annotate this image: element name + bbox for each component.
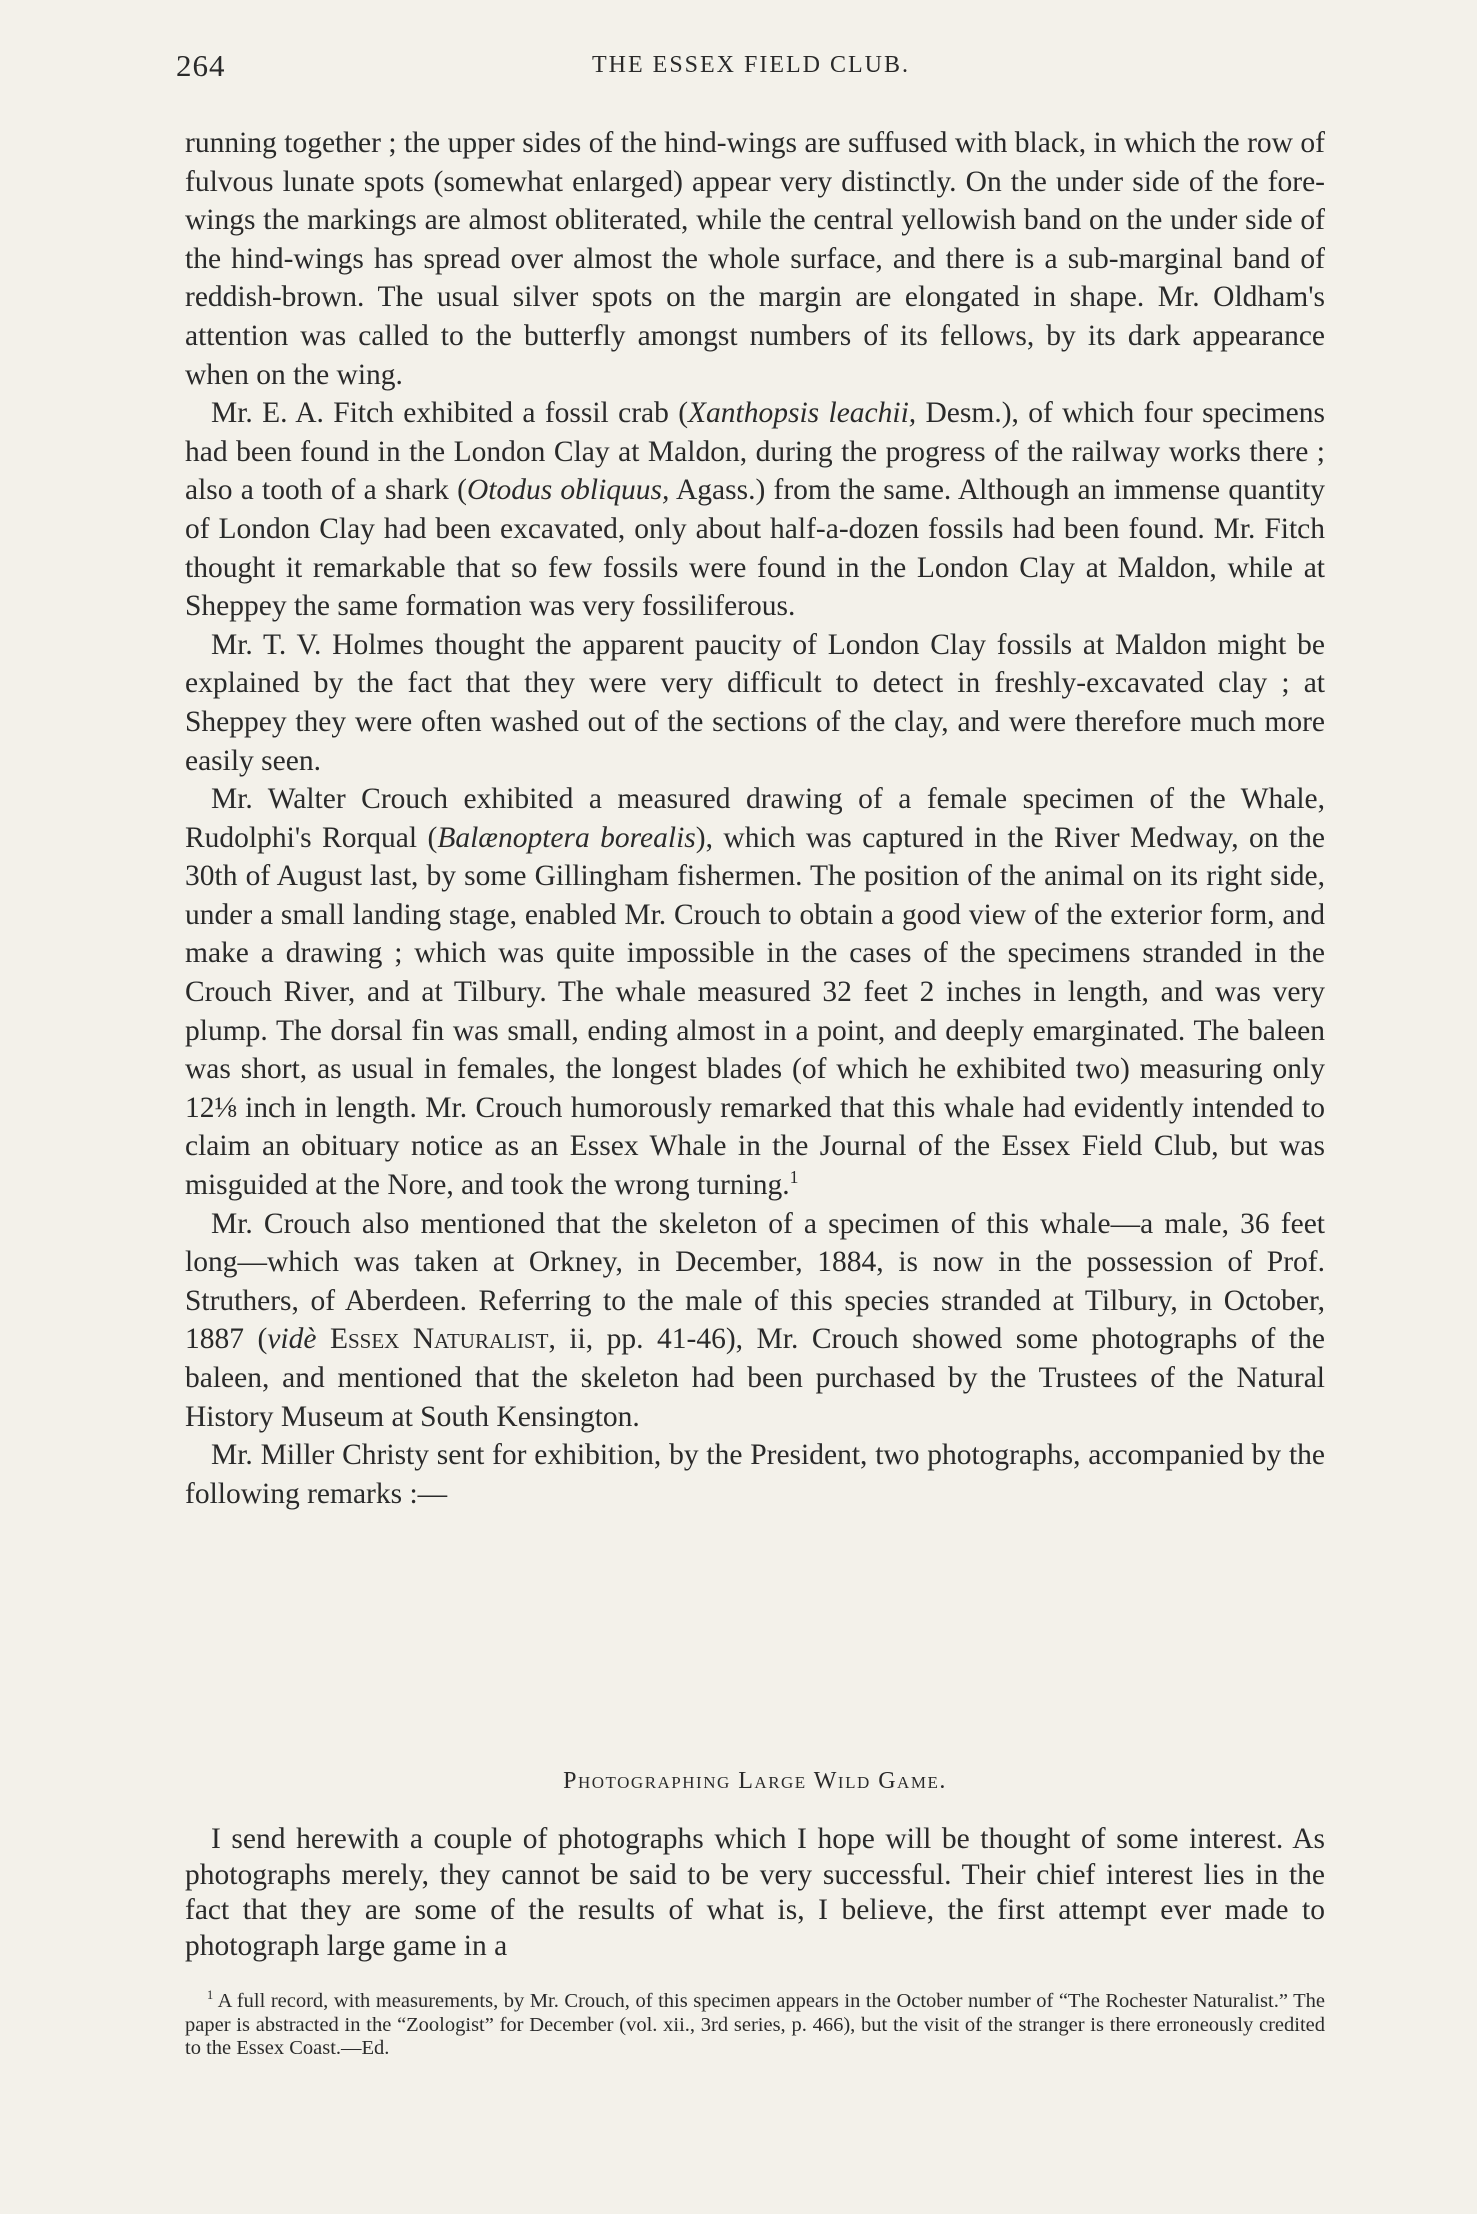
text-run: Mr. Walter Crouch exhibited a measured drawing of a female specimen of the Whale, Rudolphi's Rorqual ( xyxy=(185,783,1325,854)
footnote-text xyxy=(185,1990,1325,2061)
running-head: THE ESSEX FIELD CLUB. xyxy=(592,52,910,78)
text-run: ), which was captured in the River Medway, on the 30th of August last, by some Gillingham fishermen. The position of the animal on its right side, under a small landing stage, enabled Mr. Crouch to obtain a good view of the exterior form, and make a drawing ; which was quite impossible in the cases of the specimens stranded in the Crouch River, and at Tilbury. The whale measured 32 feet 2 inches in length, and was very plump. The dorsal fin was small, ending almost in a point, and deeply emarginated. The baleen was short, as usual in females, the longest blades (of which he exhibited two) measuring only 12⅛ inch in length. Mr. Crouch humorously remarked that this whale had evidently intended to claim an obituary notice as an Essex Whale in the Journal of the Essex Field Club, but was misguided at the Nore, and took the wrong turning. xyxy=(185,821,1326,1202)
footnote xyxy=(185,1990,1325,2061)
section-text xyxy=(185,1822,1325,1964)
journal-name: Essex Naturalist, xyxy=(316,1323,556,1356)
paragraph-photographs: I send herewith a couple of photographs which I hope will be thought of some interest. As photographs merely, they cannot be said to be very successful. Their chief interest lies in the fact that they are some of the results of what is, I believe, the first attempt ever made to photograph large game in a xyxy=(185,1823,1325,1962)
text-run: ii, pp. 41-46), Mr. Crouch showed some photographs of the baleen, and mentioned that the skeleton had been purchased by the Trustees of the Natural History Museum at South Kensington. xyxy=(185,1323,1325,1433)
footnote-marker: 1 xyxy=(789,1167,799,1188)
species-name: Balænoptera borealis xyxy=(437,821,696,854)
species-name: Xanthopsis leachii, xyxy=(688,397,917,430)
paragraph-fossil-crab xyxy=(185,394,1325,626)
paragraph-whale xyxy=(185,780,1325,1205)
footnote-number: 1 xyxy=(207,1988,214,2003)
latin-term: vidè xyxy=(267,1323,317,1356)
paragraph-holmes: Mr. T. V. Holmes thought the apparent paucity of London Clay fossils at Maldon might be explained by the fact that they were very difficult to detect in freshly-excavated clay ; at Sheppey they were often washed out of the sections of the clay, and were therefore much more easily seen. xyxy=(185,628,1325,777)
paragraph-christy: Mr. Miller Christy sent for exhibition, by the President, two photographs, accompanied by the following remarks :— xyxy=(185,1439,1325,1510)
paragraph-butterfly: running together ; the upper sides of the hind-wings are suffused with black, in which the row of fulvous lunate spots (somewhat enlarged) appear very distinctly. On the under side of the fore-wings the markings are almost obliterated, while the central yellowish band on the under side of the hind-wings has spread over almost the whole surface, and there is a sub-marginal band of reddish-brown. The usual silver spots on the margin are elongated in shape. Mr. Oldham's attention was called to the butterfly amongst numbers of its fellows, by its dark appearance when on the wing. xyxy=(185,127,1325,391)
text-run: Agass.) from the same. Although an immense quantity of London Clay had been excavated, only about half-a-dozen fossils had been found. Mr. Fitch thought it remarkable that so few fossils were found in the London Clay at Maldon, while at Sheppey the same formation was very fossiliferous. xyxy=(185,474,1325,623)
main-text xyxy=(185,124,1325,1513)
page-number: 264 xyxy=(176,48,226,83)
section-heading: Photographing Large Wild Game. xyxy=(563,1768,947,1794)
page-header xyxy=(176,48,1326,88)
species-name: Otodus obliquus, xyxy=(466,474,670,507)
text-run: Mr. E. A. Fitch exhibited a fossil crab ( xyxy=(211,397,689,430)
footnote-body: A full record, with measurements, by Mr. Crouch, of this specimen appears in the October number of “The Rochester Naturalist.” The paper is abstracted in the “Zoologist” for December (vol. xii., 3rd series, p. 466), but the visit of the stranger is there erroneously credited to the Essex Coast.—Ed. xyxy=(185,1990,1325,2059)
text-run: Mr. Crouch also mentioned that the skeleton of a specimen of this whale—a male, 36 feet long—which was taken at Orkney, in December, 1884, is now in the possession of Prof. Struthers, of Aberdeen. Referring to the male of this species stranded at Tilbury, in October, 1887 ( xyxy=(185,1207,1325,1356)
text-run: Desm.), of which four specimens had been found in the London Clay at Maldon, during the progress of the railway works there ; also a tooth of a shark ( xyxy=(185,397,1325,507)
paragraph-skeleton xyxy=(185,1205,1325,1437)
